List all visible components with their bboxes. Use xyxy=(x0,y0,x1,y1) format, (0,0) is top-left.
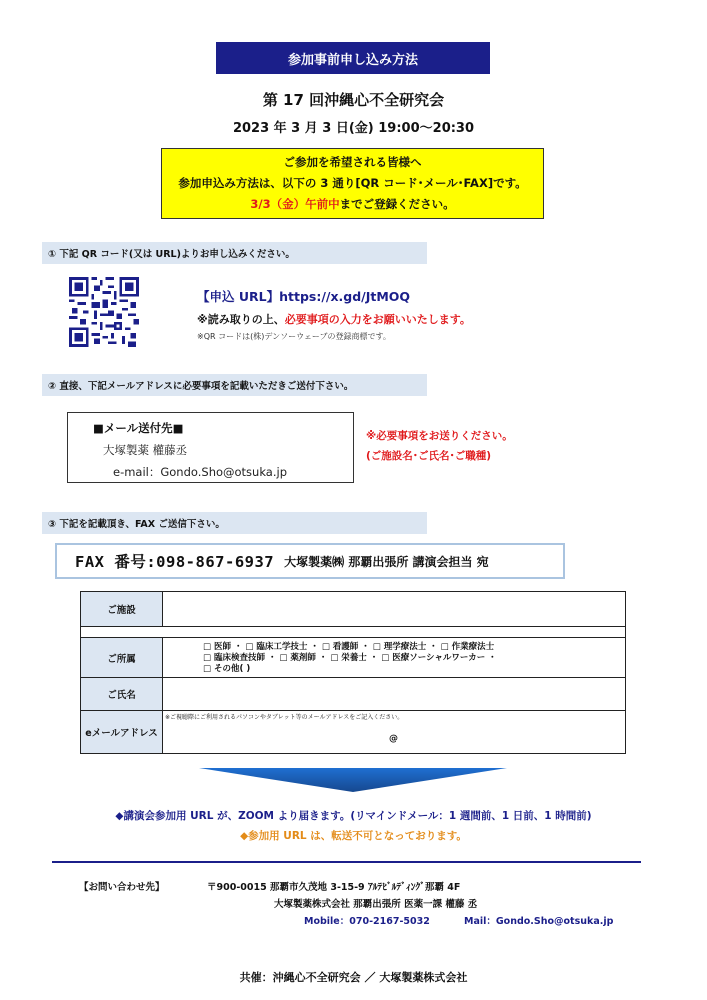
contact-label: 【お問い合わせ先】 xyxy=(79,882,165,893)
required-note: ※必要事項をお送りください。 xyxy=(366,430,513,442)
notice-box xyxy=(161,148,544,219)
deadline-rest: までご登録ください。 xyxy=(339,197,455,211)
fax-form xyxy=(80,591,626,754)
qr-code-icon[interactable] xyxy=(69,277,139,347)
label-affiliation: ご所属 xyxy=(81,638,163,677)
contact-address: 〒900-0015 那覇市久茂地 3-15-9 ｱﾙﾃﾋﾞﾙﾃﾞｨﾝｸﾞ那覇 4F xyxy=(207,882,461,893)
fax-number: FAX 番号:098-867-6937 xyxy=(75,553,275,571)
qr-instruction-emphasis: 必要事項の入力をお願いいたします。 xyxy=(284,313,471,326)
qr-instruction xyxy=(197,311,471,327)
affiliation-options-row1[interactable]: □ 医師 ・ □ 臨床工学技士 ・ □ 看護師 ・ □ 理学療法士 ・ □ 作業療法士 xyxy=(203,642,495,652)
fax-recipient: 大塚製薬㈱ 那覇出張所 講演会担当 宛 xyxy=(284,554,489,569)
at-symbol: @ xyxy=(389,734,398,744)
contact-mail[interactable]: Mail：Gondo.Sho@otsuka.jp xyxy=(464,916,614,927)
mail-contact-name: 大塚製薬 權藤丞 xyxy=(103,443,188,457)
header-band: 参加事前申し込み方法 xyxy=(216,42,490,74)
contact-mobile[interactable]: Mobile：070-2167-5032 xyxy=(304,916,430,927)
contact-company: 大塚製薬株式会社 那覇出張所 医薬一課 權藤 丞 xyxy=(274,899,478,910)
footer-divider xyxy=(52,861,641,863)
event-title: 第 17 回沖縄心不全研究会 xyxy=(262,91,445,109)
deadline: 3/3（金）午前中 xyxy=(250,197,340,211)
transfer-notice: ◆参加用 URL は、転送不可となっております。 xyxy=(240,830,467,842)
fax-box xyxy=(55,543,565,579)
label-facility: ご施設 xyxy=(81,592,163,626)
notice-line1: ご参加を希望される皆様へ xyxy=(283,155,422,169)
zoom-notice: ◆講演会参加用 URL が、ZOOM より届きます。(リマインドメール：1 週間前、1 日前、1 時間前) xyxy=(115,810,592,822)
mail-address[interactable]: e-mail：Gondo.Sho@otsuka.jp xyxy=(113,465,287,479)
event-date: 2023 年 3 月 3 日(金) 19:00～20:30 xyxy=(232,121,475,136)
section2-header: ② 直接、下記メールアドレスに必要事項を記載いただきご送付下さい。 xyxy=(42,374,427,396)
required-fields: (ご施設名･ご氏名･ご職種) xyxy=(366,450,492,462)
co-sponsors: 共催：沖縄心不全研究会 ／ 大塚製薬株式会社 xyxy=(239,971,468,984)
notice-line2: 参加申込み方法は、以下の 3 通り[QR コード･メール･FAX]です。 xyxy=(178,176,527,190)
qr-instruction-text: ※読み取りの上、 xyxy=(197,313,285,326)
section3-header: ③ 下記を記載頂き、FAX ご送信下さい。 xyxy=(42,512,427,534)
trademark-note: ※QR コードは(株)デンソーウェーブの登録商標です。 xyxy=(197,332,391,341)
notice-line3 xyxy=(162,194,543,215)
down-arrow-icon xyxy=(199,768,507,792)
email-note: ※ご視聴際にご利用されるパソコンやタブレット等のメールアドレスをご記入ください。 xyxy=(165,714,404,721)
affiliation-options-row3[interactable]: □ その他( ) xyxy=(203,664,251,674)
affiliation-options-row2[interactable]: □ 臨床検査技師 ・ □ 薬剤師 ・ □ 栄養士 ・ □ 医療ソーシャルワーカー ・ xyxy=(203,653,497,663)
form-divider xyxy=(81,626,625,627)
label-email: eメールアドレス xyxy=(81,711,163,753)
mail-heading: ■メール送付先■ xyxy=(93,421,184,435)
application-url[interactable]: 【申込 URL】https://x.gd/JtMOQ xyxy=(197,289,411,304)
label-name: ご氏名 xyxy=(81,678,163,710)
section1-header: ① 下記 QR コード(又は URL)よりお申し込みください。 xyxy=(42,242,427,264)
